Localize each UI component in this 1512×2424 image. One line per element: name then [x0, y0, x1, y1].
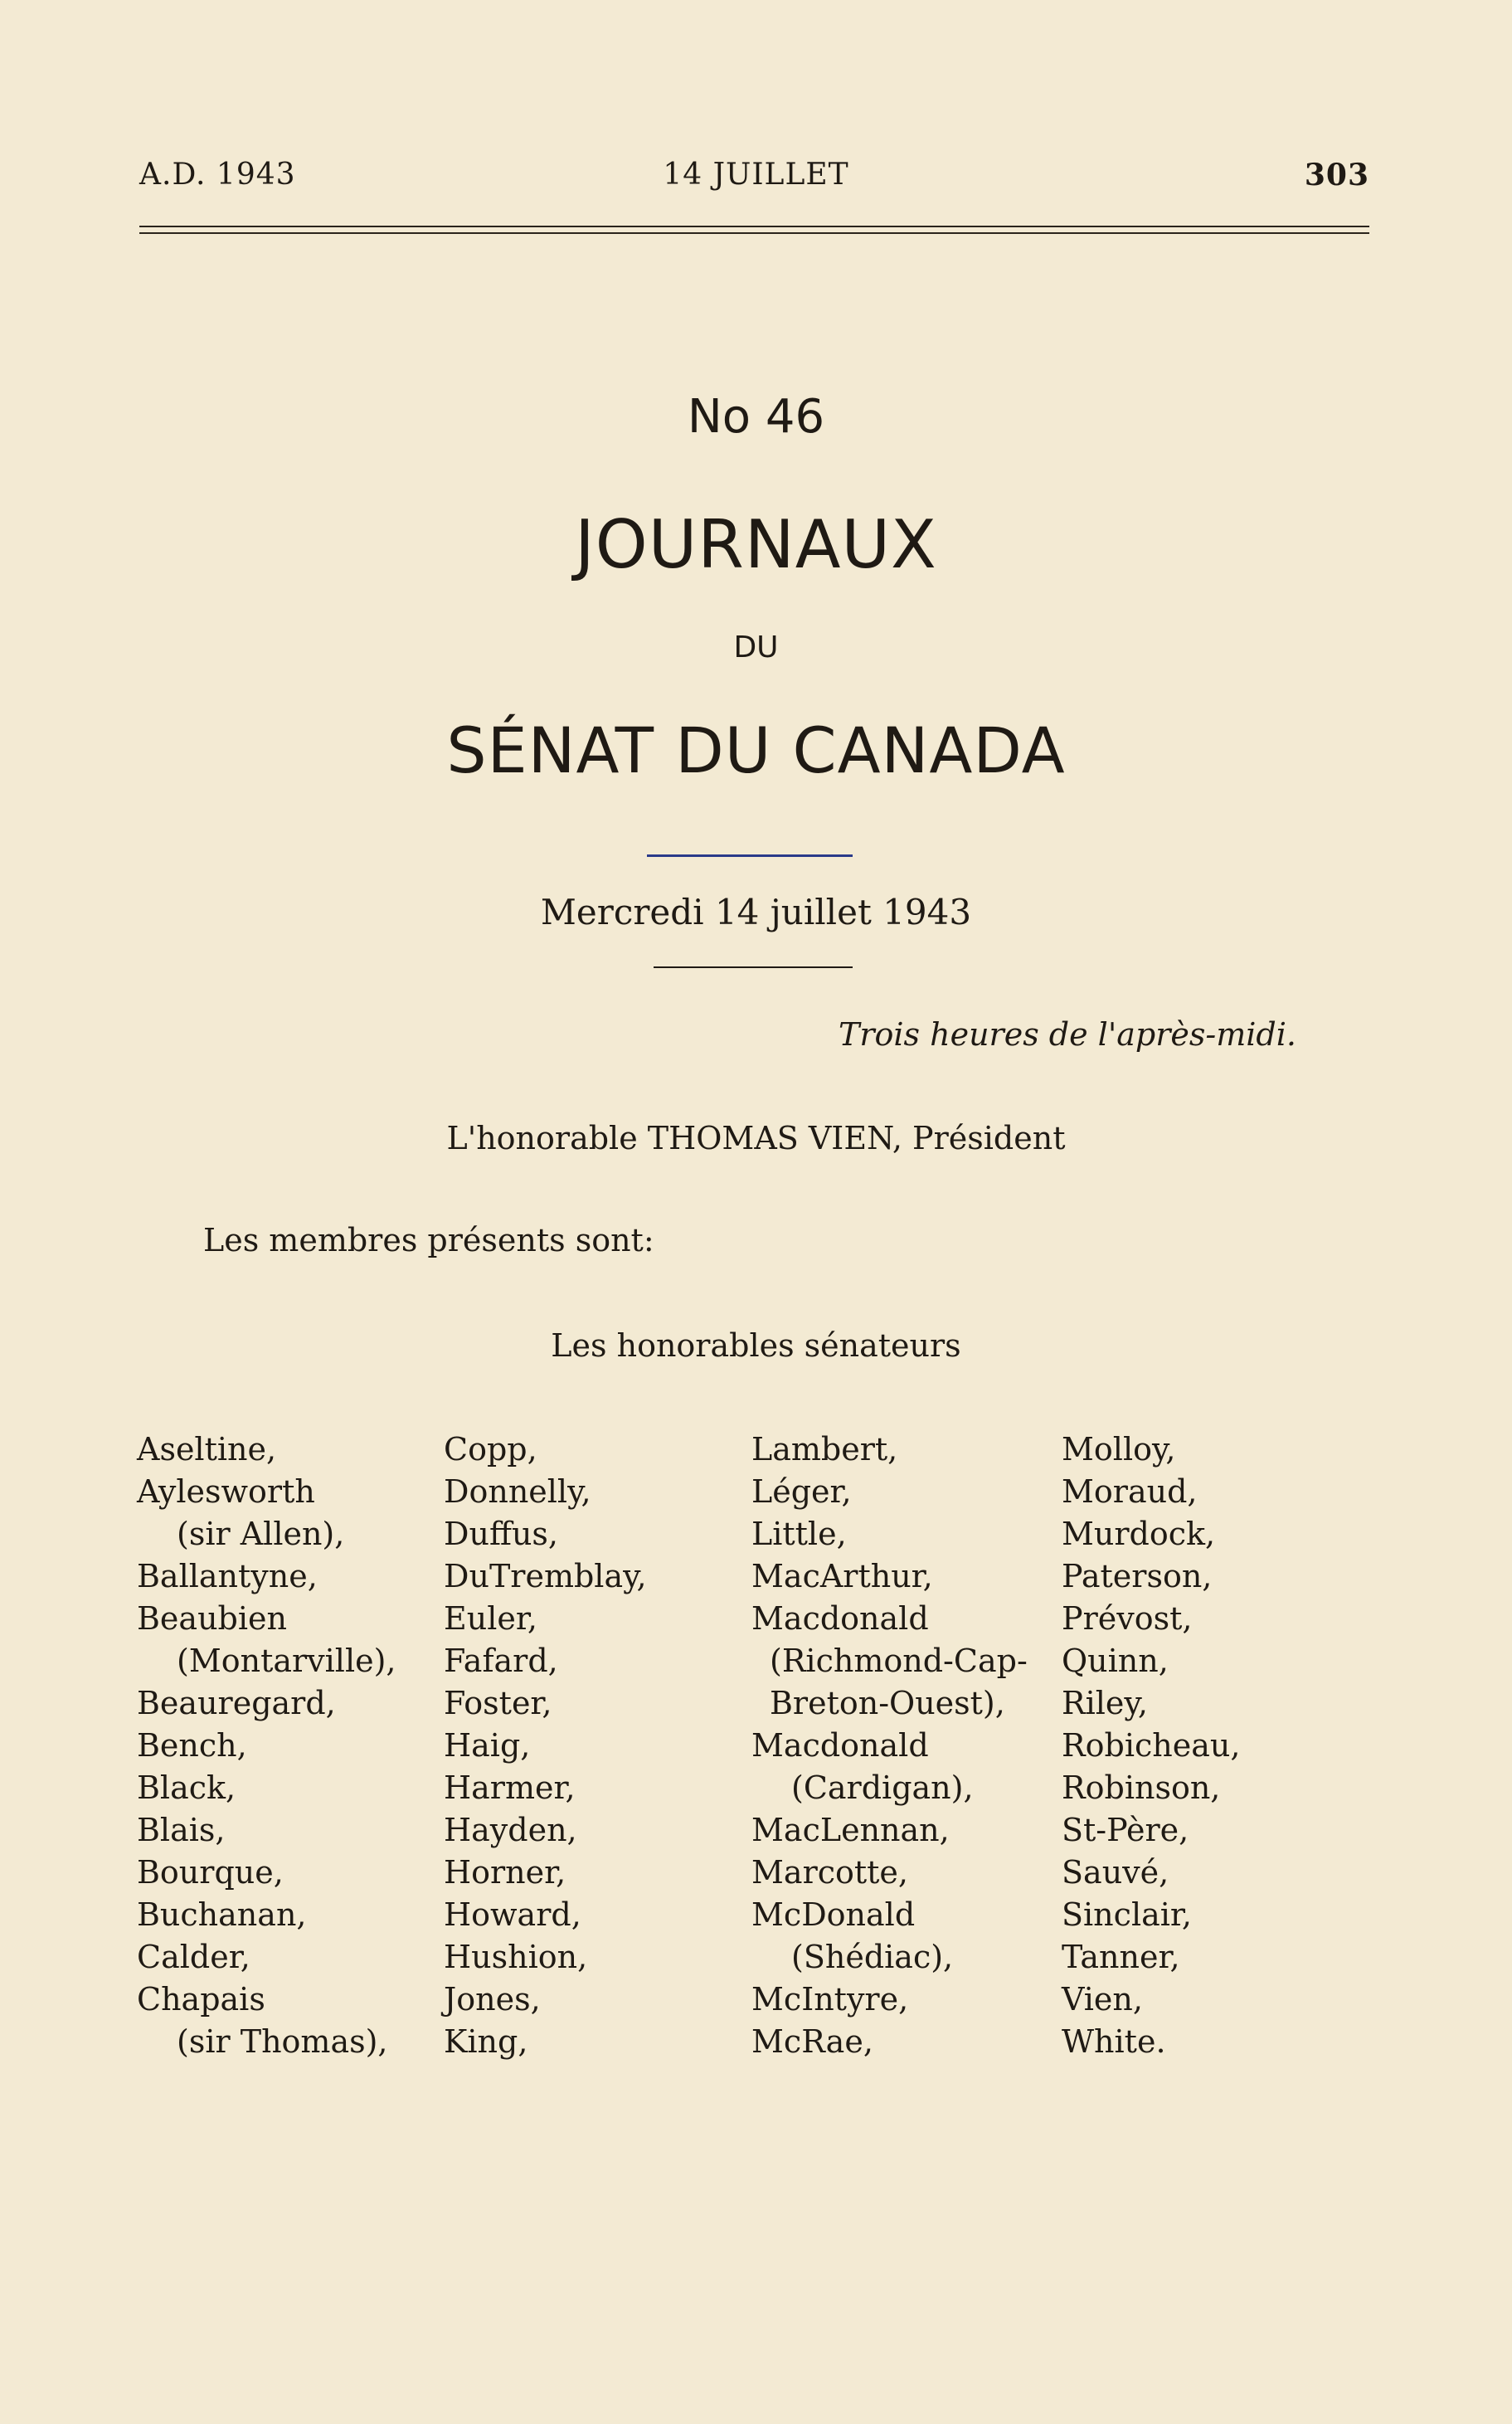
- senator-name: DuTremblay,: [444, 1558, 647, 1594]
- senator-name: (Shédiac),: [791, 1939, 954, 1975]
- header-rule-top: [139, 226, 1369, 227]
- president-line: L'honorable THOMAS VIEN, Président: [446, 1120, 1066, 1156]
- senator-name: Marcotte,: [751, 1854, 908, 1891]
- senator-name: Aylesworth: [137, 1473, 315, 1510]
- senator-name: Robicheau,: [1062, 1727, 1241, 1764]
- senator-name: Beaubien: [137, 1600, 287, 1637]
- senator-name: Little,: [751, 1516, 847, 1552]
- senator-name: (sir Allen),: [177, 1516, 345, 1552]
- senator-name: McDonald: [751, 1896, 916, 1933]
- senator-name: Quinn,: [1062, 1643, 1169, 1679]
- header-date: 14 JUILLET: [663, 158, 849, 192]
- senator-name: McIntyre,: [751, 1981, 909, 2018]
- senator-name: (sir Thomas),: [177, 2023, 388, 2060]
- senator-name: Paterson,: [1062, 1558, 1213, 1594]
- senator-name: Tanner,: [1062, 1939, 1180, 1975]
- senator-name: Fafard,: [444, 1643, 558, 1679]
- senator-name: Hayden,: [444, 1812, 577, 1848]
- senator-name: Jones,: [444, 1981, 541, 2018]
- members-present-label: Les membres présents sont:: [203, 1222, 654, 1258]
- journal-senate: SÉNAT DU CANADA: [446, 713, 1066, 787]
- senator-name: Blais,: [137, 1812, 226, 1848]
- senator-name: Bench,: [137, 1727, 247, 1764]
- journal-du: DU: [733, 630, 779, 664]
- senators-label: Les honorables sénateurs: [551, 1327, 961, 1364]
- senator-column-3: [751, 1429, 1028, 2063]
- senator-column-4: [1062, 1429, 1240, 2063]
- senator-name: Macdonald: [751, 1727, 929, 1764]
- senator-name: Macdonald: [751, 1600, 929, 1637]
- senator-name: (Montarville),: [177, 1643, 396, 1679]
- senator-name: Bourque,: [137, 1854, 284, 1891]
- senator-name: McRae,: [751, 2023, 873, 2060]
- senator-name: Calder,: [137, 1939, 250, 1975]
- senator-name: Sauvé,: [1062, 1854, 1169, 1891]
- senator-name: Duffus,: [444, 1516, 558, 1552]
- header-rule-bottom: [139, 232, 1369, 234]
- senator-name: Howard,: [444, 1896, 581, 1933]
- senator-name: Chapais: [137, 1981, 265, 2018]
- page-number: 303: [1304, 158, 1369, 192]
- senator-name: Harmer,: [444, 1769, 576, 1806]
- senator-name: Aseltine,: [137, 1431, 277, 1468]
- senator-column-1: [137, 1429, 396, 2063]
- senator-name: Euler,: [444, 1600, 537, 1637]
- senator-name: Moraud,: [1062, 1473, 1198, 1510]
- senator-name: Donnelly,: [444, 1473, 591, 1510]
- session-date: Mercredi 14 juillet 1943: [540, 892, 972, 932]
- senator-name: White.: [1062, 2023, 1166, 2060]
- senator-name: Beauregard,: [137, 1685, 336, 1721]
- senator-name: Foster,: [444, 1685, 552, 1721]
- header-year: A.D. 1943: [139, 158, 296, 192]
- senator-name: Buchanan,: [137, 1896, 307, 1933]
- senator-name: Léger,: [751, 1473, 852, 1510]
- journal-title: JOURNAUX: [575, 506, 937, 583]
- senator-name: Prévost,: [1062, 1600, 1193, 1637]
- senator-name: King,: [444, 2023, 528, 2060]
- senator-name: St-Père,: [1062, 1812, 1189, 1848]
- senator-name: Robinson,: [1062, 1769, 1221, 1806]
- senator-column-2: [444, 1429, 647, 2063]
- senator-name: Copp,: [444, 1431, 537, 1468]
- senator-name: Breton-Ouest),: [770, 1685, 1005, 1721]
- senator-name: Riley,: [1062, 1685, 1148, 1721]
- separator-top: [647, 854, 853, 857]
- senator-name: Lambert,: [751, 1431, 898, 1468]
- senator-name: MacArthur,: [751, 1558, 933, 1594]
- senator-name: Ballantyne,: [137, 1558, 318, 1594]
- senator-name: Murdock,: [1062, 1516, 1216, 1552]
- senator-name: Molloy,: [1062, 1431, 1176, 1468]
- senator-name: MacLennan,: [751, 1812, 950, 1848]
- session-time: Trois heures de l'après-midi.: [838, 1016, 1296, 1053]
- senator-name: Black,: [137, 1769, 236, 1806]
- senator-name: Haig,: [444, 1727, 531, 1764]
- senator-name: (Richmond-Cap-: [770, 1643, 1028, 1679]
- senator-name: Vien,: [1062, 1981, 1143, 2018]
- journal-number: No 46: [687, 390, 825, 444]
- senator-name: Horner,: [444, 1854, 566, 1891]
- separator-bottom: [654, 966, 853, 968]
- senator-name: (Cardigan),: [791, 1769, 974, 1806]
- senator-name: Sinclair,: [1062, 1896, 1192, 1933]
- senator-name: Hushion,: [444, 1939, 588, 1975]
